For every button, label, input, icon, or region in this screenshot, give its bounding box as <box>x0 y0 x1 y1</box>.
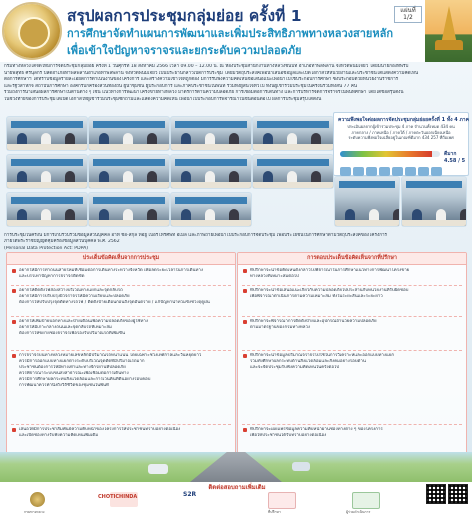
table-divider <box>11 316 231 317</box>
bullet-icon <box>243 428 247 432</box>
table-divider <box>11 350 231 351</box>
table-divider <box>242 285 462 286</box>
intro-line: กรมทางหลวงได้จัดให้มีการจัดประชุมกลุ่มย่อย ครั้งที่ 1 วันศุกร์ที่ 18 สิงหาคม 2566 เวลา 09.00 – 12.00 น. ณ ห้องประชุมสำนักงานทางหลวงชนบท อำเภอท่าพลพลาน จังหวัดพนมเจียว โดยมีนายกองทัพรับ <box>4 64 409 69</box>
page-title: สรุปผลการประชุมกลุ่มย่อย ครั้งที่ 1 <box>67 7 302 25</box>
meeting-photo <box>6 192 88 227</box>
meeting-photo <box>88 192 170 227</box>
table-item-line: ต้องการให้ขยายช่องจราจรเพื่อรองรับปริมาณรถที่เพิ่มขึ้น <box>19 331 125 336</box>
photo-detail <box>175 121 247 128</box>
meeting-photo <box>6 154 88 189</box>
photo-detail <box>335 220 399 226</box>
table-item-text <box>250 268 461 280</box>
road-scene-image <box>0 452 472 482</box>
bullet-icon <box>243 320 247 324</box>
meeting-photo <box>252 154 334 189</box>
consultant-logo <box>268 492 296 509</box>
comments-table <box>6 252 236 454</box>
photo-detail <box>93 197 165 204</box>
meeting-photo <box>6 116 88 151</box>
table-item-line: เพื่อให้ประชาชนได้รับทราบอย่างต่อเนื่อง <box>250 433 327 438</box>
bullet-icon <box>12 428 16 432</box>
caption-line: การประชุมในครั้งนี้ มีการเก็บรวบรวมข้อมูลส่วนบุคคล อาทิ ชื่อ-สกุล ที่อยู่ เบอร์โทรศัพท์ อีเมล และภาพถ่ายเพื่อนำไปประกอบการจัดประชุม เพื่อประโยชน์ในการศึกษาตามวัตถุประสงค์ของโครงการ <box>4 233 388 238</box>
photo-detail <box>11 197 83 204</box>
pagoda-image <box>425 0 472 62</box>
meeting-photo <box>88 154 170 189</box>
table-item <box>243 288 461 300</box>
table-divider <box>242 316 462 317</box>
table-divider <box>242 350 462 351</box>
table-item <box>243 268 461 280</box>
table-item <box>12 268 230 280</box>
photo-detail <box>257 159 329 166</box>
participant-icon <box>366 167 377 176</box>
intro-line: ในช่วงท้ายของการประชุมได้เปิดโอกาสให้ผู้เข้าร่วมประชุมซักถามและแสดงความคิดเห็น เพื่อนำไปประกอบการพิจารณาในขั้นตอนต่อไป ผลการประชุมสรุปได้ดังนี้ <box>4 96 322 102</box>
satisfaction-panel <box>333 112 469 176</box>
intro-line: รวมถึงการนำเสนอผลการศึกษาในด้านต่าง ๆ เช่น แนวทางการพัฒนาโครงข่ายทางหลวง มาตรการด้านความปลอดภัย การเชื่อมต่อการเดินทาง และการบริหารจัดการจราจรในพื้นที่ศึกษา โดยได้ข้อสรุปดังนี้ <box>4 90 404 95</box>
photo-detail <box>7 182 87 188</box>
header <box>0 0 472 62</box>
photo-detail <box>93 159 165 166</box>
photo-detail <box>7 220 87 226</box>
photo-detail <box>171 144 251 150</box>
consultant-caption: ที่ปรึกษา <box>268 510 281 514</box>
table-item <box>12 353 230 389</box>
bullet-icon <box>243 354 247 358</box>
table-item <box>12 288 230 306</box>
table-item-text <box>250 288 461 300</box>
page-badge-number: 1/2 <box>403 14 413 21</box>
table-item-text <box>19 319 230 337</box>
participant-icon <box>379 167 390 176</box>
photo-detail <box>175 197 247 204</box>
photo-detail <box>89 144 169 150</box>
table-item-line: ควรมีการศึกษาผลกระทบสิ่งแวดล้อมและการเวนคืนที่ดินอย่างรอบคอบ <box>19 377 151 382</box>
table-item-line: อยากให้เพิ่มป้ายบอกทางและป้ายเตือนเพื่อความปลอดภัยของผู้ใช้ทาง <box>19 319 148 324</box>
chotichinda-name: CHOTICHINDA <box>98 494 138 500</box>
responses-table-header: การตอบประเด็นข้อคิดเห็นจากที่ปรึกษา <box>238 253 466 265</box>
responses-table <box>237 252 467 454</box>
intro-line: นายพิสุทธ ศรีนุลกร ปลัดอำเภอท่าพลพลานอำเภอท่าพลพลาน จังหวัดพนมเจียว เป็นประธานกล่าวเปิดการประชุม โดยมีวัตถุประสงค์เพื่อนำเสนอข้อมูลและเปิดโอกาสให้หน่วยงานและประชาชนได้แสดงความคิดเห็น <box>4 70 419 76</box>
table-item-text <box>250 319 461 331</box>
photo-detail <box>93 121 165 128</box>
meeting-photo <box>252 116 334 151</box>
table-item-line: ที่ปรึกษาจะนำข้อคิดเห็นดังกล่าวไปพิจารณาในการศึกษาแนวทางการพัฒนาโครงข่าย <box>250 268 410 273</box>
meeting-photo <box>170 116 252 151</box>
photo-detail <box>89 182 169 188</box>
table-item-text <box>19 353 230 389</box>
footer <box>0 482 472 517</box>
department-footer-logo <box>30 492 45 507</box>
bullet-icon <box>243 289 247 293</box>
intro-paragraph <box>4 64 468 110</box>
table-item-text <box>19 288 230 306</box>
bullet-icon <box>12 354 16 358</box>
photo-detail <box>89 220 169 226</box>
table-item-line: ควรพิจารณาระบบขนส่งสาธารณะเพื่อเชื่อมต่อการเดินทาง <box>19 371 129 376</box>
bullet-icon <box>12 269 16 273</box>
meeting-photo <box>401 176 467 227</box>
page-number-badge <box>394 6 422 23</box>
photo-detail <box>171 182 251 188</box>
intro-line: และรัฐวิสาหกิจ สถาบันการศึกษา องค์กรปกครองส่วนท้องถิ่น ผู้นำชุมชน ผู้ประกอบการ และภาคประชาชนในพื้นที่ รวมทั้งผู้สนใจทั่วไป ทั้งนี้ผู้เข้าร่วมประชุมในครั้งนี้รวมทั้งสิ้น 77 คน <box>4 83 358 89</box>
table-item-line: และบรรเทาปัญหาการจราจรติดขัด <box>19 274 85 279</box>
partner-caption: ผู้ร่วมดำเนินการ <box>346 510 371 514</box>
subtitle-line-1: การศึกษาจัดทำแผนการพัฒนาและเพิ่มประสิทธิภาพทางหลวงสายหลัก <box>67 27 393 40</box>
satisfaction-line: ระดับความพึงพอใจเฉลี่ยอยู่ในเกณฑ์ดีมาก 434 257 ที่ถือเพศ <box>348 135 454 140</box>
photo-detail <box>253 182 333 188</box>
participant-icon <box>431 167 442 176</box>
photo-detail <box>257 121 329 128</box>
table-item-line: ทางหลวงที่เหมาะสมต่อไป <box>250 274 299 279</box>
table-item-line: อยากให้มีการปรับปรุงผิวจราจรให้มีความเรียบและปลอดภัย <box>19 294 130 299</box>
photo-detail <box>253 144 333 150</box>
table-item-line: ควรมีการออกแบบทางแยกต่างระดับบริเวณจุดตัดที่มีปริมาณรถมาก <box>19 359 145 364</box>
participant-icon <box>353 167 364 176</box>
meeting-photo <box>170 154 252 189</box>
photo-detail <box>406 181 462 188</box>
table-item-line: อยากให้มีเกาะกลางถนนและจุดกลับรถที่เหมาะสม <box>19 325 112 330</box>
table-item <box>12 319 230 337</box>
table-item-line: การจราจรบนทางหลวงหมายเลขหลักมีปริมาณรถหนาแน่น โดยเฉพาะช่วงเทศกาลและวันหยุดยาว <box>19 353 202 358</box>
comments-table-header: ประเด็นข้อคิดเห็นจากการประชุม <box>7 253 235 265</box>
table-divider <box>11 424 231 425</box>
meeting-photo <box>170 192 252 227</box>
table-item-line: ที่ปรึกษาจะนำข้อเสนอแนะเกี่ยวกับความปลอดภัยไปประสานกับหน่วยงานที่รับผิดชอบ <box>250 288 409 293</box>
table-item-line: ต้องการให้ปรับปรุงจุดตัดทางรถไฟ / ติดตั้งป้ายเตือนก่อนถึงจุดอันตราย / แก้ปัญหาน้ำท่วมขังช่วงฤดูฝน <box>19 300 210 305</box>
table-item-line: รวมทั้งศึกษาผลกระทบด้านสิ่งแวดล้อมและสังคมอย่างรอบด้าน <box>250 359 366 364</box>
table-item-line: ที่ปรึกษาจะนำข้อมูลปริมาณจราจรไปใช้ในการวิเคราะห์และออกแบบทางแยก <box>250 353 395 358</box>
table-item <box>12 427 230 439</box>
table-item-line: ประชาชนต้องการให้มีทางเท้าและทางจักรยานที่ปลอดภัย <box>19 365 126 370</box>
table-item-line: ตามมาตรฐานของกรมทางหลวง <box>250 325 311 330</box>
table-item-line: เสนอให้มีการประชาสัมพันธ์ความคืบหน้าของโครงการให้ประชาชนทราบอย่างต่อเนื่อง <box>19 427 181 432</box>
participant-icon <box>340 167 351 176</box>
car-shape <box>148 464 168 474</box>
photo-detail <box>171 220 251 226</box>
satisfaction-bar-fill <box>340 151 432 157</box>
bullet-icon <box>243 269 247 273</box>
page-badge-label: แผ่นที่ <box>400 7 416 14</box>
caption-line: (Personal Data Protection Act: PDPA) <box>4 245 89 251</box>
table-divider <box>11 285 231 286</box>
pdpa-caption <box>4 233 468 252</box>
qr-code-1[interactable] <box>426 484 446 504</box>
s2r-logo: S2R <box>183 491 197 498</box>
table-item <box>243 353 461 371</box>
table-item-line: และเปิดช่องทางรับฟังความคิดเห็นเพิ่มเติม <box>19 433 99 438</box>
photo-detail <box>11 159 83 166</box>
department-footer-caption: กรมทางหลวง <box>24 510 45 514</box>
intro-line: ต่อการศึกษาฯ ได้ทราบข้อมูลรายละเอียดการดำเนินงานของโครงการ และสร้างความเข้าใจที่ถูกต้อง มีการรับฟังความคิดเห็นข้อเสนอแนะเพื่อนำไปใช้ประกอบการศึกษา ซึ่งประกอบด้วยหน่วยงานราชการ <box>4 77 399 82</box>
bullet-icon <box>12 289 16 293</box>
meeting-photo <box>334 176 400 227</box>
table-item <box>243 319 461 331</box>
table-item-text <box>250 353 461 371</box>
road-shape <box>190 452 282 482</box>
photo-detail <box>7 144 87 150</box>
table-item-line: ที่ปรึกษาจะเผยแพร่ข้อมูลความคืบหน้าผ่านช่องทางต่าง ๆ ของโครงการ <box>250 427 383 432</box>
meeting-photo <box>88 116 170 151</box>
photo-detail <box>175 159 247 166</box>
table-item-line: อยากให้มีการทำถนนสายใหม่ที่เชื่อมต่อการเดินทางระหว่างจังหวัด เพื่อลดระยะเวลาในการเดินทาง <box>19 268 203 273</box>
contact-title: ติดต่อสอบถามเพิ่มเติม <box>208 484 266 491</box>
table-divider <box>242 424 462 425</box>
subtitle-line-2: เพื่อเข้าใจปัญหาจราจรและยกระดับความปลอดภัย <box>67 44 302 57</box>
table-item-line: และจะจัดประชุมรับฟังความคิดเห็นในครั้งต่อไป <box>250 365 340 370</box>
satisfaction-bar <box>340 151 440 157</box>
table-item-line: เพื่อพิจารณาดำเนินการตามความเหมาะสม ทั้งในระยะสั้นและระยะยาว <box>250 294 383 299</box>
table-item-text <box>19 268 230 280</box>
table-item-text <box>19 427 230 439</box>
participant-icon <box>392 167 403 176</box>
satisfaction-details <box>338 124 464 141</box>
department-emblem-logo <box>4 4 60 58</box>
satisfaction-title: ความพึงพอใจต่อผลการจัดประชุมกลุ่มย่อยครั้งที่ 1 ทั้ง 4 ภาค <box>338 117 469 123</box>
photo-detail <box>11 121 83 128</box>
table-item-line: ที่ปรึกษาจะพิจารณาการติดตั้งป้ายและอุปกรณ์อำนวยความปลอดภัย <box>250 319 377 324</box>
satisfaction-line: ภาคกลาง / ภาคเหนือ / ภาคใต้ / ภาคตะวันออกเฉียงเหนือ <box>351 129 451 135</box>
partner-logo <box>352 492 380 509</box>
car-shape <box>292 462 310 471</box>
caption-line: ภายใต้พระราชบัญญัติคุ้มครองข้อมูลส่วนบุคคล พ.ศ. 2562 <box>4 239 120 245</box>
table-item-line: อยากให้ติดตั้งไฟส่องสว่างบริเวณทางแยกและจุดกลับรถ <box>19 288 123 293</box>
participant-icon <box>418 167 429 176</box>
photo-detail <box>339 181 395 188</box>
bullet-icon <box>12 320 16 324</box>
participant-icons <box>340 161 462 171</box>
participant-icon <box>405 167 416 176</box>
satisfaction-line: ประเมินผลจากผู้เข้าร่วมประชุม 4 ภาค จำนวนทั้งหมด 434 คน <box>347 124 455 129</box>
qr-code-2[interactable] <box>448 484 468 504</box>
table-item-line: การพัฒนาควรคำนึงถึงวิถีชีวิตของชุมชนในพื้นที่ <box>19 383 109 388</box>
photo-detail <box>402 220 466 226</box>
table-item <box>243 427 461 439</box>
satisfaction-level-label: ดีมาก 4.58 / 5 <box>444 151 466 164</box>
table-item-text <box>250 427 461 439</box>
